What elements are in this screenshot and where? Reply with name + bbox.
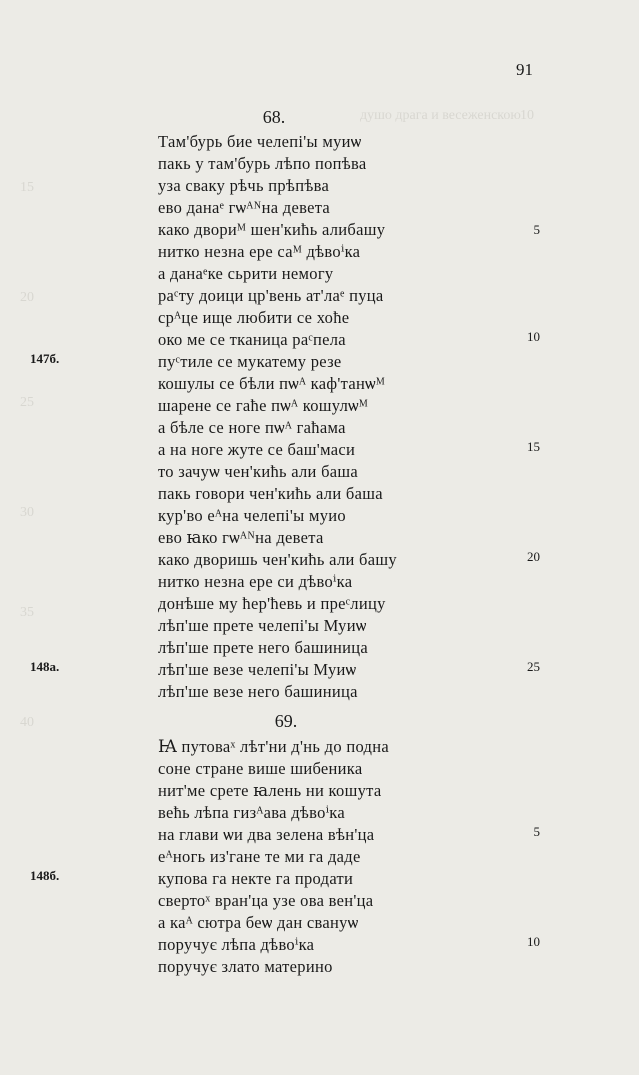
verse-line: кошулы се бѣли пѡᴬ каф'танѡᴹ [158,374,386,393]
verse-line: свертоˣ вран'ца узе ова вен'ца [158,891,374,910]
line-number: 5 [533,222,540,237]
bleed-through-text: 10 [520,108,534,123]
verse-line: срᴬце ище любити се хоће [158,308,350,327]
verse-line: ево данаᵉ гѡᴬᴺна девета [158,198,331,217]
verse-line: а бѣле се ноге пѡᴬ гаћама [158,418,346,437]
verse-line: ево ꙗко гѡᴬᴺна девета [158,528,324,547]
verse-line: око ме се тканица раᶜпела [158,330,346,349]
song-number: 69. [274,711,298,731]
bleed-through-text: 30 [20,505,34,520]
verse-line: лѣп'ше везе челепі'ы Муиѡ [158,660,357,679]
page-number: 91 [516,60,533,79]
bleed-through-text: душо драга и весеженскою [360,108,521,123]
verse-line: лѣп'ше прете челепі'ы Муиѡ [158,616,367,635]
verse-line: уза сваку рѣчь прѣпѣва [158,176,330,195]
verse-line: нит'ме срете ꙗлень ни кошута [158,781,382,800]
line-number: 20 [527,549,540,564]
verse-line: донѣше му ћер'ћевь и преᶜлицу [158,594,386,613]
bleed-through-text: 35 [20,605,34,620]
verse-line: како двориᴹ шен'кићь алибашу [158,220,386,239]
verse-line: лѣп'ше везе него башиница [158,682,358,701]
verse-line: поручує злато материно [158,957,333,976]
line-number: 10 [527,934,540,949]
folio-mark: 148б. [30,868,60,883]
line-number: 5 [533,824,540,839]
bleed-through-text: 40 [20,715,34,730]
verse-line: нитко незна ере саᴹ дѣвоⁱка [158,242,361,261]
bleed-through-text: 25 [20,395,34,410]
folio-mark: 148a. [30,659,60,674]
bleed-through-text: 15 [20,180,34,195]
bleed-through-text: 20 [20,290,34,305]
verse-line: већь лѣпа гизᴬава дѣвоⁱка [158,803,346,822]
verse-line: Там'бурь бие челепі'ы муиѡ [158,132,362,151]
verse-line: на глави ѡи два зелена вѣн'ца [158,825,375,844]
line-number: 10 [527,329,540,344]
verse-line: еᴬногь из'гане те ми га даде [158,847,361,866]
verse-line: лѣп'ше прете него башиница [158,638,368,657]
verse-line: а каᴬ сютра беѡ дан свануѡ [158,913,359,932]
verse-line: пакь говори чен'кићь али баша [158,484,383,503]
folio-mark: 147б. [30,351,60,366]
verse-line: то зачуѡ чен'кићь али баша [158,462,359,481]
verse-line: кур'во еᴬна челепі'ы муио [158,506,346,525]
verse-line: нитко незна ере си дѣвоⁱка [158,572,353,591]
verse-line: шарене се гаће пѡᴬ кошулѡᴹ [158,396,369,415]
verse-line: како дворишь чен'кићь али башу [158,550,397,569]
verse-line: пакь у там'бурь лѣпо попѣва [158,154,367,173]
line-number: 15 [527,439,540,454]
verse-line: соне стране више шибеника [158,759,363,778]
verse-line: купова га некте га продати [158,869,354,888]
verse-line: раᶜту доици цр'вень ат'лаᵉ пуца [158,286,384,305]
verse-line: поручує лѣпа дѣвоⁱка [158,935,315,954]
song-number: 68. [262,107,286,127]
verse-line: пуᶜтиле се мукатему резе [158,352,342,371]
line-number: 25 [527,659,540,674]
verse-line: Ꙗ путоваˣ лѣт'ни д'нь до подна [158,737,389,756]
verse-line: а данаᵉке сьрити немогу [158,264,334,283]
verse-line: а на ноге жуте се баш'маси [158,440,356,459]
